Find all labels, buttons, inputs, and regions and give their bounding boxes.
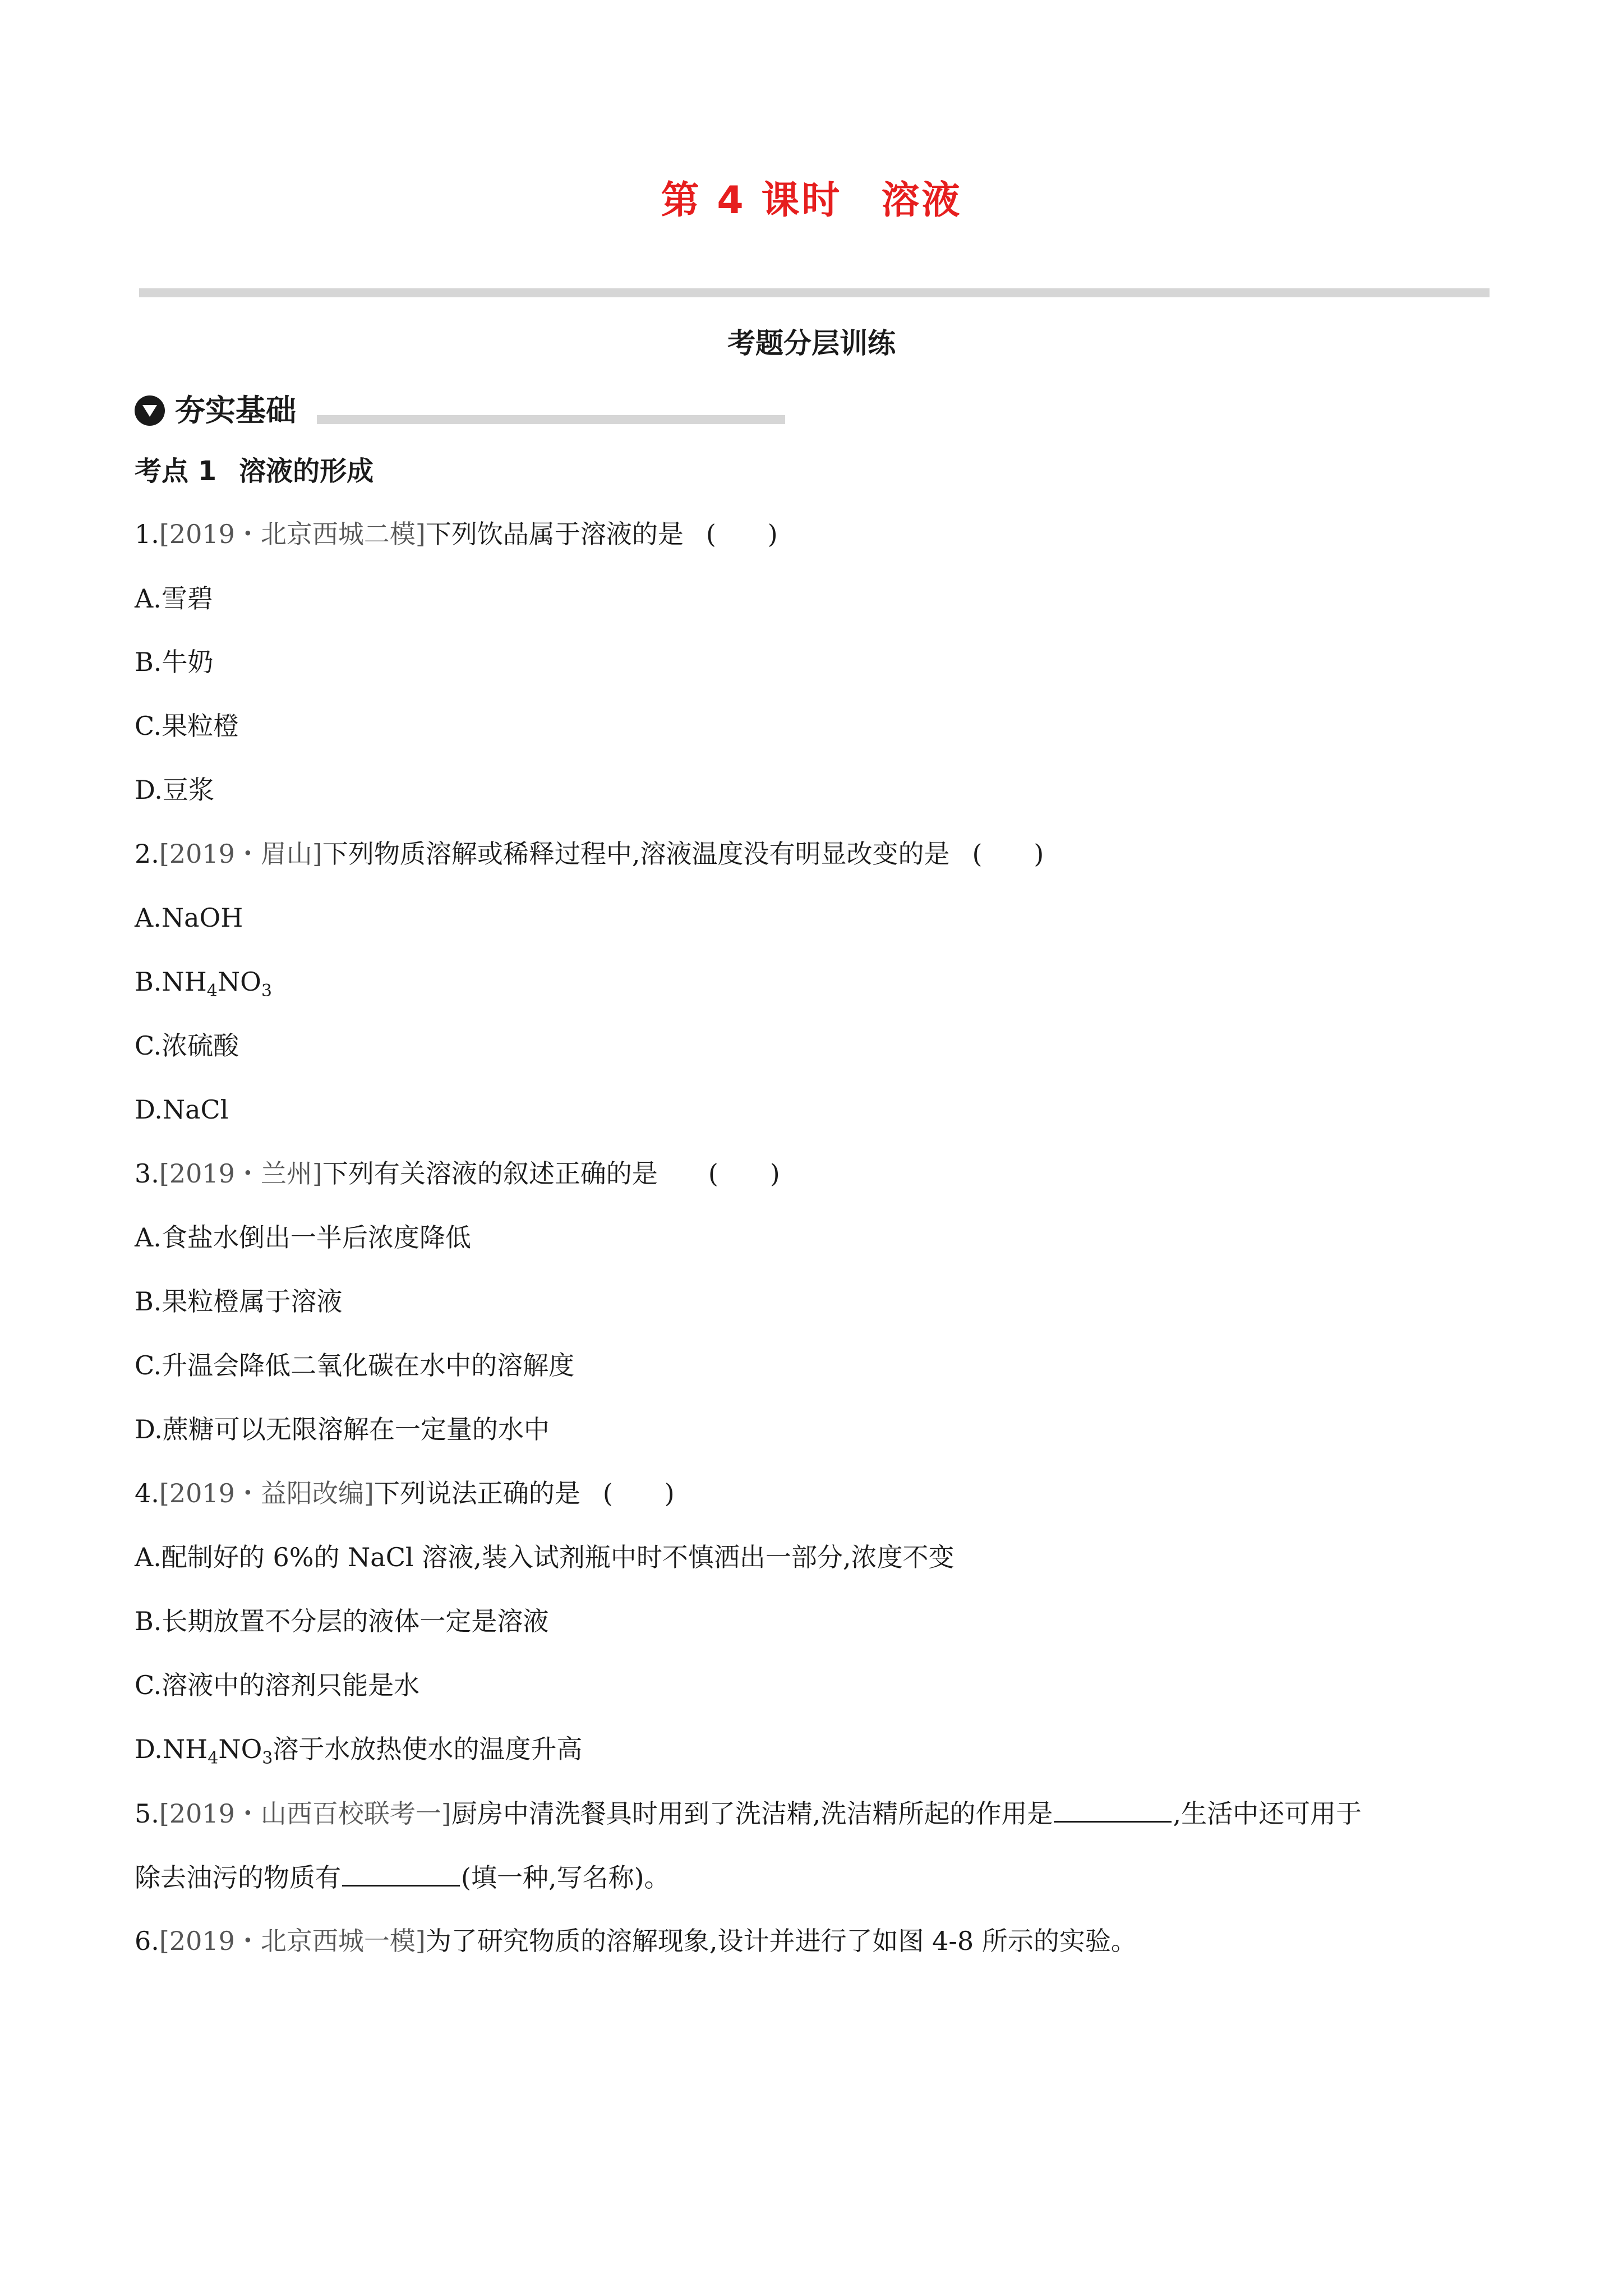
question-3: 3.[2019・兰州]下列有关溶液的叙述正确的是 ( ) [135,1157,780,1190]
option-a: A.NaOH [135,903,243,933]
question-source: [2019・眉山] [159,839,322,869]
answer-paren: ( ) [972,839,1044,869]
option-b: B.果粒橙属于溶液 [135,1286,343,1317]
question-source: [2019・益阳改编] [159,1478,374,1508]
option-d: D.NaCl [135,1094,229,1125]
question-source: [2019・山西百校联考一] [159,1798,451,1829]
question-1: 1.[2019・北京西城二模]下列饮品属于溶液的是 ( ) [135,517,778,551]
page-title: 第 4 课时 溶液 [661,178,962,223]
answer-paren: ( ) [708,1158,780,1189]
option-d: D.蔗糖可以无限溶解在一定量的水中 [135,1414,550,1444]
option-b: $B.NH_4NO_3$ [135,967,272,1001]
answer-paren: ( ) [602,1478,675,1508]
option-d: $D.NH_4NO_3$溶于水放热使水的温度升高 [135,1734,583,1768]
question-source: [2019・北京西城二模] [159,519,426,549]
fill-blank[interactable] [1054,1796,1172,1823]
page-subtitle: 考题分层训练 [727,327,896,360]
title-divider [139,288,1490,297]
option-c: C.浓硫酸 [135,1030,239,1061]
topic-heading: 考点 1 溶液的形成 [135,455,374,487]
question-source: [2019・北京西城一模] [159,1926,426,1956]
question-5: 5.[2019・山西百校联考一]厨房中清洗餐具时用到了洗洁精,洗洁精所起的作用是 ,生活中还可用于 [135,1796,1362,1830]
question-4: 4.[2019・益阳改编]下列说法正确的是 ( ) [135,1476,675,1510]
option-c: C.升温会降低二氧化碳在水中的溶解度 [135,1350,575,1381]
section-label: 夯实基础 [175,393,296,428]
option-c: C.果粒橙 [135,711,239,741]
option-b: B.牛奶 [135,647,214,677]
option-a: A.雪碧 [135,583,213,614]
question-6: 6.[2019・北京西城一模]为了研究物质的溶解现象,设计并进行了如图 4-8 所示的实验。 [135,1926,1137,1956]
option-b: B.长期放置不分层的液体一定是溶液 [135,1606,549,1636]
question-5-continued: 除去油污的物质有 (填一种,写名称)。 [135,1860,670,1894]
option-a: A.食盐水倒出一半后浓度降低 [135,1222,471,1253]
question-source: [2019・兰州] [159,1158,322,1189]
question-2: 2.[2019・眉山]下列物质溶解或稀释过程中,溶液温度没有明显改变的是 ( ) [135,837,1044,871]
triangle-down-icon [135,395,165,426]
section-divider [317,415,785,424]
section-header [135,393,296,429]
option-c: C.溶液中的溶剂只能是水 [135,1670,420,1700]
fill-blank[interactable] [342,1860,460,1887]
option-d: D.豆浆 [135,775,214,805]
option-a: A.配制好的 6%的 NaCl 溶液,装入试剂瓶中时不慎洒出一部分,浓度不变 [135,1542,955,1572]
answer-paren: ( ) [706,519,778,549]
